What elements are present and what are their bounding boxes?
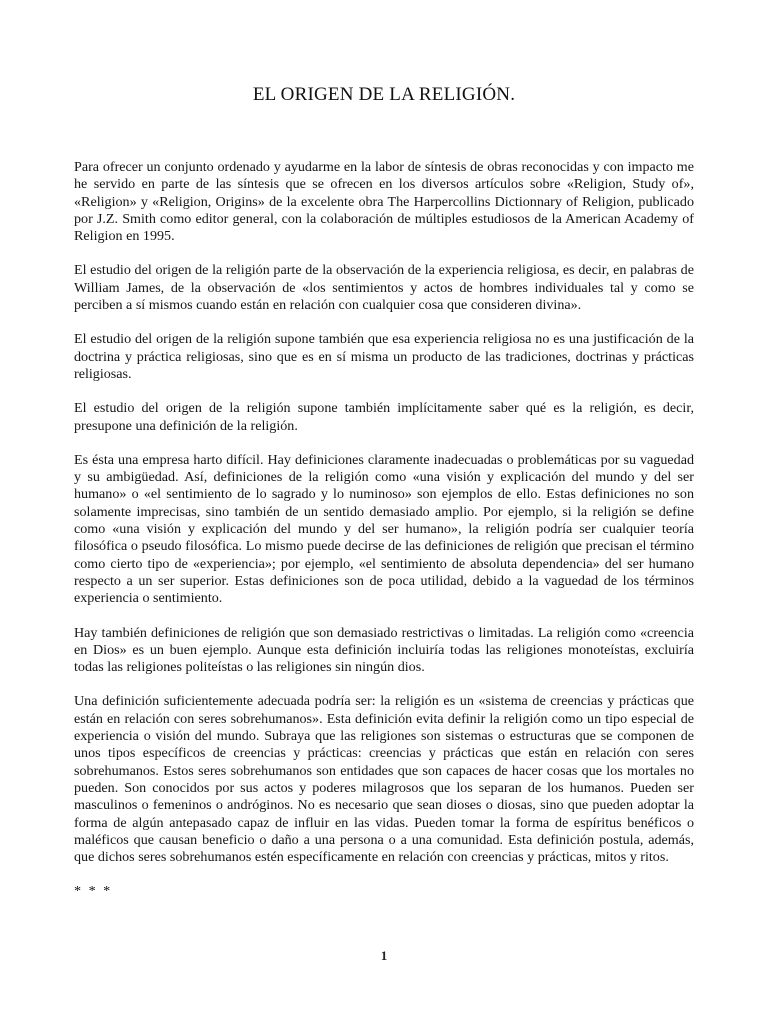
document-body: [74, 159, 694, 918]
paragraph: Una definición suficientemente adecuada podría ser: la religión es un «sistema de creencias y prácticas que están en relación con seres sobrehumanos». Esta definición evita definir la religión como un tipo especial de experiencia o visión del mundo. Subraya que las religiones son sistemas o estructuras que se componen de unos tipos específicos de creencias y prácticas: creencias y prácticas que están en relación con seres sobrehumanos. Estos seres sobrehumanos son entidades que son capaces de hacer cosas que los mortales no pueden. Son conocidos por sus actos y poderes milagrosos que los separan de los humanos. Pueden ser masculinos o femeninos o andróginos. No es necesario que sean dioses o diosas, sino que pueden adoptar la forma de algún antepasado capaz de influir en las vidas. Pueden tomar la forma de espíritus benéficos o maléficos que causan beneficio o daño a una persona o a una comunidad. Esta definición postula, además, que dichos seres sobrehumanos estén específicamente en relación con creencias y prácticas, mitos y ritos.: [74, 693, 694, 866]
document-title: EL ORIGEN DE LA RELIGIÓN.: [252, 84, 516, 105]
section-separator: * * *: [74, 883, 113, 900]
paragraph: Hay también definiciones de religión que son demasiado restrictivas o limitadas. La religión como «creencia en Dios» es un buen ejemplo. Aunque esta definición incluiría todas las religiones monoteístas, excluiría todas las religiones politeístas o las religiones sin ningún dios.: [74, 624, 694, 676]
paragraph: El estudio del origen de la religión supone también que esa experiencia religiosa no es una justificación de la doctrina y práctica religiosas, sino que es en sí misma un producto de las tradiciones, doctrinas y prácticas religiosas.: [74, 331, 694, 382]
page-number: 1: [380, 948, 388, 963]
paragraph: El estudio del origen de la religión supone también implícitamente saber qué es la religión, es decir, presupone una definición de la religión.: [74, 400, 694, 434]
paragraph: Es ésta una empresa harto difícil. Hay definiciones claramente inadecuadas o problemáticas por su vaguedad y su ambigüedad. Así, definiciones de la religión como «una visión y explicación del mundo y del ser humano» o «el sentimiento de lo sagrado y lo numinoso» son ejemplos de ello. Estas definiciones no son solamente imprecisas, sino también de un sentido demasiado amplio. Por ejemplo, si la religión se define como «una visión y explicación del mundo y del ser humano», la religión podría ser cualquier teoría filosófica o pseudo filosófica. Lo mismo puede decirse de las definiciones de religión que precisan el término como cierto tipo de «experiencia»; por ejemplo, «el sentimiento de absoluta dependencia» del ser humano respecto a un ser superior. Estas definiciones son de poca utilidad, debido a la vaguedad de los términos experiencia o sentimiento.: [74, 451, 694, 607]
paragraph: Para ofrecer un conjunto ordenado y ayudarme en la labor de síntesis de obras reconocidas y con impacto me he servido en parte de las síntesis que se ofrecen en los diversos artículos sobre «Religion, Study of», «Religion» y «Religion, Origins» de la excelente obra The Harpercollins Dictionnary of Religion, publicado por J.Z. Smith como editor general, con la colaboración de múltiples estudiosos de la American Academy of Religion en 1995.: [74, 159, 694, 245]
paragraph: El estudio del origen de la religión parte de la observación de la experiencia religiosa, es decir, en palabras de William James, de la observación de «los sentimientos y actos de hombres individuales tal y como se perciben a sí mismos cuando están en relación con cualquier cosa que consideren divina».: [74, 262, 694, 314]
